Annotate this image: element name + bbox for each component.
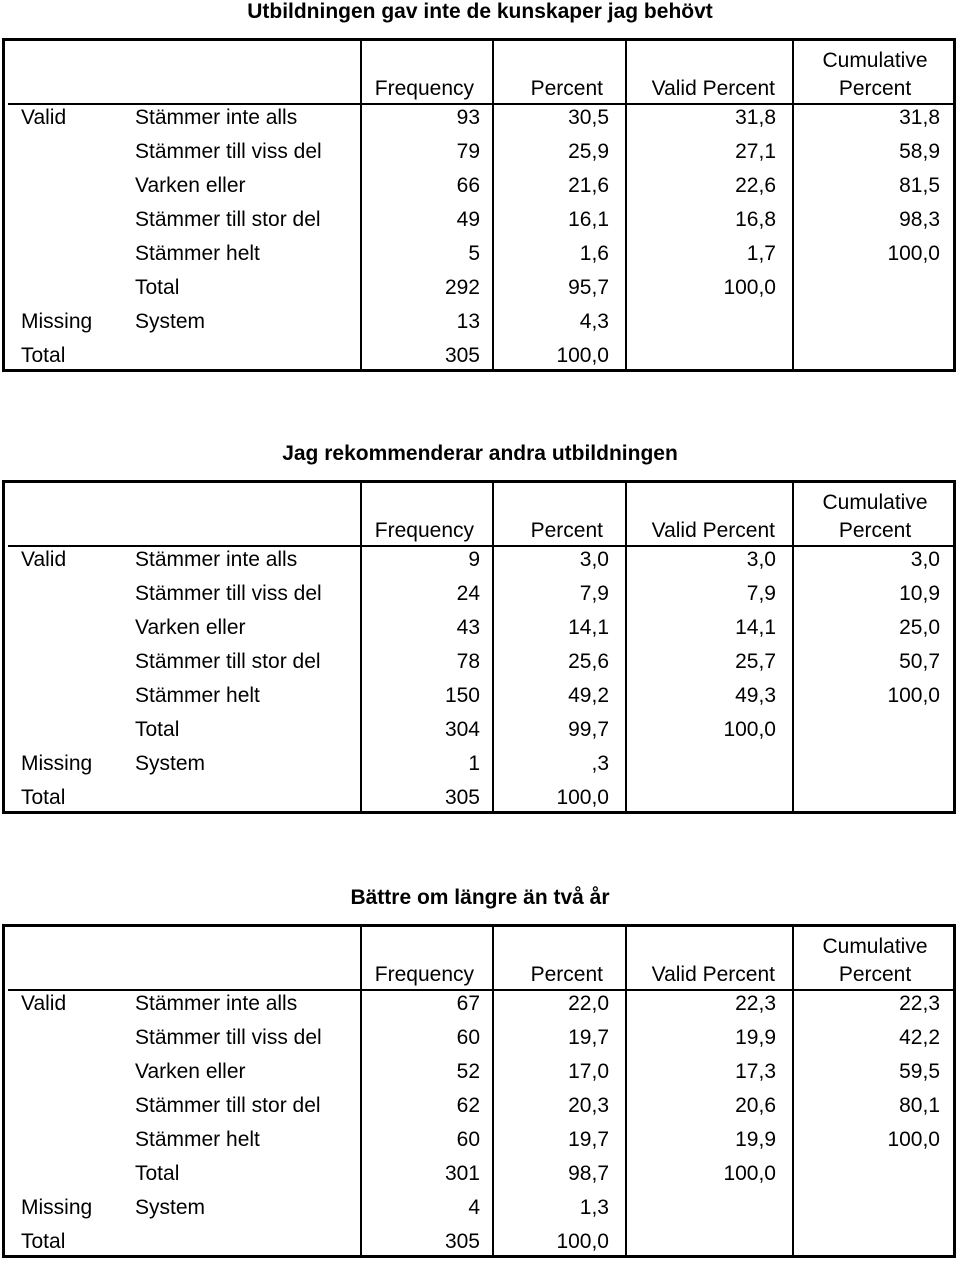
row-label: Stämmer till stor del (135, 208, 321, 231)
percent-cell: 100,0 (556, 1230, 609, 1253)
valid-percent-cell: 20,6 (735, 1094, 776, 1117)
table-row (5, 747, 959, 781)
header-percent: Percent (530, 963, 603, 986)
row-label: Varken eller (135, 174, 246, 197)
row-label: Stämmer till viss del (135, 1026, 322, 1049)
frequency-cell: 49 (456, 208, 480, 231)
row-label: System (135, 752, 206, 775)
row-group: Valid (21, 992, 67, 1015)
percent-cell: 49,2 (568, 684, 609, 707)
table-title: Jag rekommenderar andra utbildningen (282, 442, 678, 465)
frequency-cell: 67 (456, 992, 480, 1015)
valid-percent-cell: 100,0 (723, 1162, 776, 1185)
cumulative-percent-cell: 3,0 (910, 548, 940, 571)
cumulative-percent-cell: 80,1 (899, 1094, 940, 1117)
frequency-cell: 292 (444, 276, 480, 299)
percent-cell: 21,6 (568, 174, 609, 197)
header-cumulative-line1: Cumulative (822, 491, 928, 514)
valid-percent-cell: 25,7 (735, 650, 776, 673)
header-cumulative-percent (795, 933, 955, 989)
row-group: Missing (21, 1196, 93, 1219)
header-cumulative-percent (795, 489, 955, 545)
row-label: Stämmer inte alls (135, 992, 298, 1015)
cumulative-percent-cell: 98,3 (899, 208, 940, 231)
percent-cell: 100,0 (556, 786, 609, 809)
header-percent: Percent (530, 519, 603, 542)
table-row (5, 713, 959, 747)
row-group: Missing (21, 310, 93, 333)
header-valid-percent: Valid Percent (651, 77, 775, 100)
row-label: System (135, 1196, 206, 1219)
table-row (5, 271, 959, 305)
percent-cell: 95,7 (568, 276, 609, 299)
table-frame (2, 924, 956, 1258)
frequency-cell: 66 (456, 174, 480, 197)
percent-cell: 19,7 (568, 1128, 609, 1151)
table-row (5, 1089, 959, 1123)
table-row (5, 339, 959, 373)
table-frame (2, 38, 956, 372)
percent-cell: 20,3 (568, 1094, 609, 1117)
row-label: Stämmer inte alls (135, 106, 298, 129)
table-row (5, 679, 959, 713)
valid-percent-cell: 22,3 (735, 992, 776, 1015)
header-valid-percent: Valid Percent (651, 963, 775, 986)
cumulative-percent-cell: 50,7 (899, 650, 940, 673)
row-label: Stämmer till viss del (135, 140, 322, 163)
valid-percent-cell: 14,1 (735, 616, 776, 639)
valid-percent-cell: 3,0 (746, 548, 776, 571)
percent-cell: 19,7 (568, 1026, 609, 1049)
header-frequency: Frequency (374, 77, 474, 100)
frequency-cell: 5 (468, 242, 480, 265)
cumulative-percent-cell: 22,3 (899, 992, 940, 1015)
table-row (5, 781, 959, 815)
percent-cell: 100,0 (556, 344, 609, 367)
valid-percent-cell: 16,8 (735, 208, 776, 231)
percent-cell: 30,5 (568, 106, 609, 129)
frequency-cell: 60 (456, 1128, 480, 1151)
table-row (5, 237, 959, 271)
percent-cell: 25,9 (568, 140, 609, 163)
row-label: Stämmer helt (135, 1128, 260, 1151)
table-row (5, 1157, 959, 1191)
percent-cell: 3,0 (579, 548, 609, 571)
percent-cell: 98,7 (568, 1162, 609, 1185)
frequency-cell: 52 (456, 1060, 480, 1083)
table-row (5, 1055, 959, 1089)
frequency-cell: 304 (444, 718, 480, 741)
table-row (5, 305, 959, 339)
table-row (5, 1225, 959, 1259)
table-row (5, 611, 959, 645)
table-row (5, 1123, 959, 1157)
row-label: Total (135, 276, 180, 299)
cumulative-percent-cell: 81,5 (899, 174, 940, 197)
row-label: System (135, 310, 206, 333)
frequency-cell: 62 (456, 1094, 480, 1117)
table-row (5, 987, 959, 1021)
frequency-cell: 301 (444, 1162, 480, 1185)
row-group: Total (21, 1230, 66, 1253)
percent-cell: 25,6 (568, 650, 609, 673)
row-label: Stämmer inte alls (135, 548, 298, 571)
cumulative-percent-cell: 31,8 (899, 106, 940, 129)
valid-percent-cell: 19,9 (735, 1026, 776, 1049)
row-group: Total (21, 786, 66, 809)
table-row (5, 135, 959, 169)
frequency-cell: 4 (468, 1196, 480, 1219)
valid-percent-cell: 100,0 (723, 276, 776, 299)
frequency-cell: 13 (456, 310, 480, 333)
frequency-cell: 305 (444, 1230, 480, 1253)
frequency-cell: 43 (456, 616, 480, 639)
valid-percent-cell: 100,0 (723, 718, 776, 741)
valid-percent-cell: 27,1 (735, 140, 776, 163)
row-label: Total (135, 1162, 180, 1185)
percent-cell: 17,0 (568, 1060, 609, 1083)
cumulative-percent-cell: 100,0 (887, 684, 940, 707)
row-label: Stämmer till stor del (135, 1094, 321, 1117)
table-row (5, 1021, 959, 1055)
cumulative-percent-cell: 58,9 (899, 140, 940, 163)
percent-cell: 1,6 (579, 242, 609, 265)
cumulative-percent-cell: 100,0 (887, 1128, 940, 1151)
cumulative-percent-cell: 25,0 (899, 616, 940, 639)
row-group: Valid (21, 548, 67, 571)
cumulative-percent-cell: 10,9 (899, 582, 940, 605)
valid-percent-cell: 17,3 (735, 1060, 776, 1083)
header-cumulative-line1: Cumulative (822, 49, 928, 72)
row-group: Total (21, 344, 66, 367)
percent-cell: 1,3 (579, 1196, 609, 1219)
valid-percent-cell: 1,7 (746, 242, 776, 265)
valid-percent-cell: 19,9 (735, 1128, 776, 1151)
cumulative-percent-cell: 100,0 (887, 242, 940, 265)
header-frequency: Frequency (374, 519, 474, 542)
frequency-cell: 78 (456, 650, 480, 673)
frequency-cell: 305 (444, 344, 480, 367)
frequency-cell: 24 (456, 582, 480, 605)
percent-cell: 16,1 (568, 208, 609, 231)
frequency-cell: 150 (444, 684, 480, 707)
header-cumulative-line2: Percent (838, 963, 912, 986)
header-cumulative-percent (795, 47, 955, 103)
percent-cell: 7,9 (579, 582, 609, 605)
row-label: Stämmer till stor del (135, 650, 321, 673)
frequency-cell: 93 (456, 106, 480, 129)
row-label: Total (135, 718, 180, 741)
frequency-cell: 305 (444, 786, 480, 809)
percent-cell: 99,7 (568, 718, 609, 741)
table-row (5, 101, 959, 135)
valid-percent-cell: 49,3 (735, 684, 776, 707)
frequency-cell: 60 (456, 1026, 480, 1049)
cumulative-percent-cell: 42,2 (899, 1026, 940, 1049)
valid-percent-cell: 31,8 (735, 106, 776, 129)
row-label: Stämmer helt (135, 684, 260, 707)
table-row (5, 645, 959, 679)
header-percent: Percent (530, 77, 603, 100)
header-frequency: Frequency (374, 963, 474, 986)
valid-percent-cell: 22,6 (735, 174, 776, 197)
table-row (5, 577, 959, 611)
frequency-cell: 9 (468, 548, 480, 571)
row-label: Varken eller (135, 616, 246, 639)
percent-cell: 4,3 (579, 310, 609, 333)
frequency-cell: 1 (468, 752, 480, 775)
header-cumulative-line2: Percent (838, 77, 912, 100)
valid-percent-cell: 7,9 (746, 582, 776, 605)
cumulative-percent-cell: 59,5 (899, 1060, 940, 1083)
row-group: Valid (21, 106, 67, 129)
frequency-cell: 79 (456, 140, 480, 163)
row-label: Varken eller (135, 1060, 246, 1083)
percent-cell: ,3 (591, 752, 609, 775)
table-title: Bättre om längre än två år (350, 886, 610, 909)
row-group: Missing (21, 752, 93, 775)
table-row (5, 169, 959, 203)
table-row (5, 203, 959, 237)
header-cumulative-line1: Cumulative (822, 935, 928, 958)
percent-cell: 22,0 (568, 992, 609, 1015)
header-cumulative-line2: Percent (838, 519, 912, 542)
header-valid-percent: Valid Percent (651, 519, 775, 542)
table-frame (2, 480, 956, 814)
table-title: Utbildningen gav inte de kunskaper jag behövt (247, 0, 713, 23)
table-row (5, 1191, 959, 1225)
table-row (5, 543, 959, 577)
row-label: Stämmer helt (135, 242, 260, 265)
row-label: Stämmer till viss del (135, 582, 322, 605)
percent-cell: 14,1 (568, 616, 609, 639)
